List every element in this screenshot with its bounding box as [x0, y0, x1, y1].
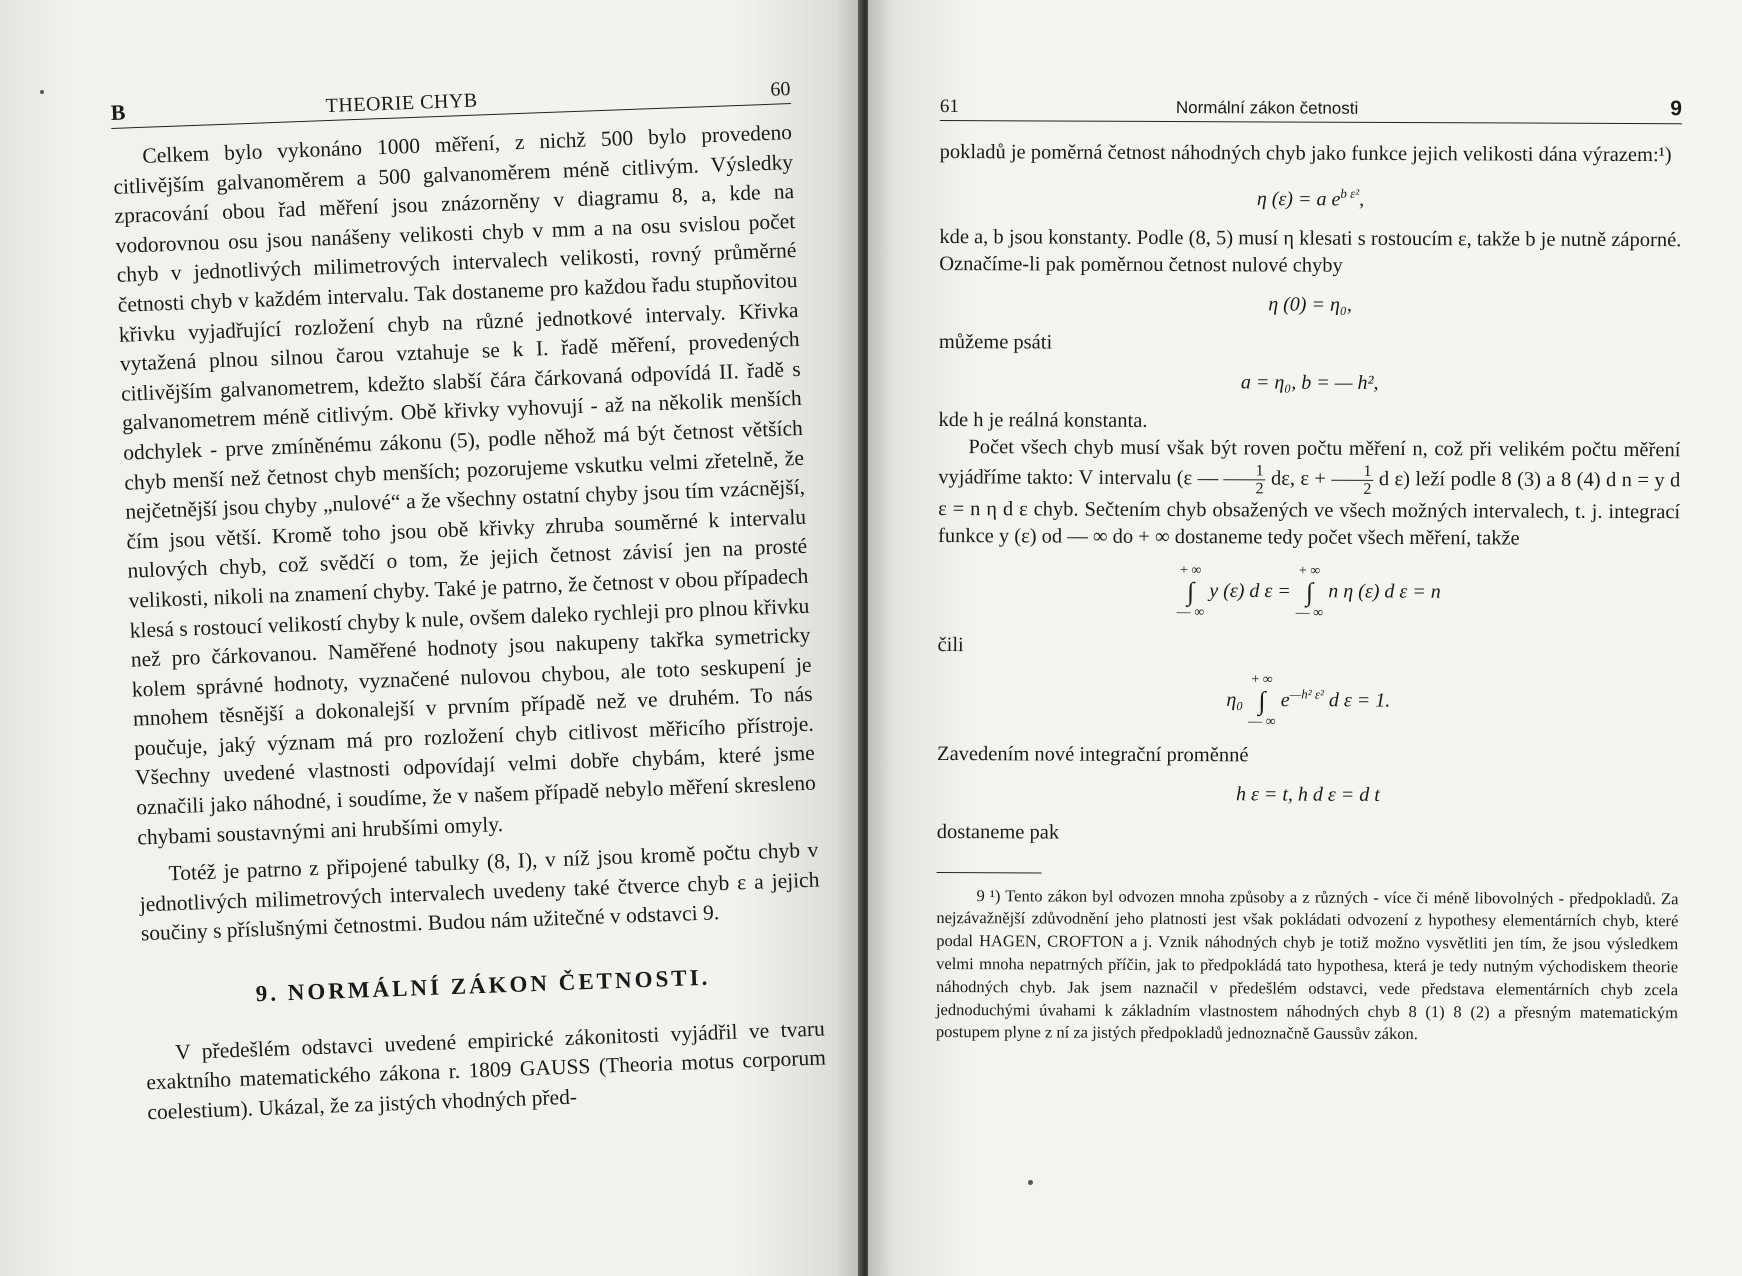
formula-eta-tail: , — [1359, 188, 1365, 211]
p5-part-d: d ε) leží podle 8 (3) a 8 (4) d n = y d ε = n η d ε chyb. Sečtením chyb obsažených ve všech možných intervalech, t. j. integrací funkce y (ε) od — ∞ do + ∞ dostaneme tedy počet všech měření, takže — [937, 467, 1681, 550]
gauss-exponent: —h² ε² — [1289, 686, 1324, 702]
right-paragraph-2: kde a, b jsou konstanty. Podle (8, 5) musí η klesati s rostoucím ε, takže b je nutně záporné. Označíme-li pak poměrnou četnost nulové chyby — [939, 225, 1682, 277]
right-body-text — [936, 139, 1682, 1047]
gauss-e: e — [1280, 688, 1290, 711]
left-page-number: 60 — [769, 78, 791, 101]
left-running-head — [110, 67, 791, 129]
formula-eta — [939, 178, 1681, 215]
left-page-content — [110, 67, 828, 1128]
right-paragraph-8: dostaneme pak — [936, 820, 1060, 844]
right-paragraph-5 — [938, 434, 1680, 553]
formula-eta-zero: η (0) = η₀, — [1268, 293, 1352, 316]
footnote-rule — [937, 872, 1042, 873]
integral-1-body: y (ε) d ε = — [1209, 579, 1291, 602]
formula-eta-main: η (ε) = a e — [1256, 188, 1341, 211]
formula-gauss-integral — [937, 671, 1679, 732]
section-number: 9 — [1670, 97, 1682, 121]
section-paragraph: V předešlém odstavci uvedené empirické zákonitosti vyjádřil ve tvaru exaktního matematického zákona r. 1809 GAUSS (Theoria motus corporum coelestium). Ukázal, že za jistých vhodných před- — [145, 1016, 827, 1125]
right-header-title: Normální zákon četnosti — [1175, 98, 1359, 118]
formula-constants: a = η₀, b = — h², — [1240, 370, 1379, 394]
right-paragraph-3: můžeme psáti — [938, 330, 1053, 354]
integral-2-sign: ∫ — [1305, 577, 1314, 607]
footnote: 9 ¹) Tento zákon byl odvozen mnoha způsoby a z různých - více či méně libovolných - předpokladů. Za nejzávažnější zdůvodnění jeho platnosti jest však pokládati odvození z hypothesy elementárních chyb, které podal HAGEN, CROFTON a j. Vznik náhodných chyb je totiž možno vysvětliti jen tím, že jsou výsledkem velmi mnoha nepatrných příčin, jak to předpokládá tato hypothesa, která je tedy nutným východiskem theorie náhodných chyb. Jak jsem naznačil v předešlém odstavci, vede představa elementárních chyb zcela jednoduchými úvahami k základním vlastnostem náhodných chyb 8 (1) 8 (2) a přesným matematickým postupem plyne z ní za jistých předpokladů jednoznačně Gaussův zákon. — [935, 885, 1679, 1044]
smudge-mark — [40, 90, 44, 94]
cili-row — [938, 632, 1680, 662]
eta-zero: η₀ — [1226, 688, 1244, 711]
integral-1-sign: ∫ — [1186, 576, 1195, 606]
gauss-tail: d ε = 1. — [1328, 688, 1391, 712]
integral-2 — [1296, 563, 1324, 621]
fraction-denominator: 2 — [1255, 480, 1264, 498]
fraction-numerator-2: 1 — [1331, 462, 1373, 480]
right-page — [868, 0, 1742, 1276]
right-running-head — [940, 86, 1682, 124]
section-letter: B — [110, 99, 126, 125]
p5-part-a: Počet všech chyb musí však být roven počtu měření n, což při velikém počtu měření vyjádříme takto: V intervalu (ε — — [938, 435, 1681, 490]
p5-part-c: ε + — [1300, 467, 1327, 490]
integral-3-sign: ∫ — [1258, 686, 1266, 716]
left-paragraph-1: Celkem bylo vykonáno 1000 měření, z nichž 500 bylo provedeno citlivějším galvanoměrem a 500 galvanoměrem méně citlivým. Výsledky zpracování obou řad měření jsou znázorněny v diagramu 8, a, kde na vodorovnou osu jsou nanášeny velikosti chyb v mm a na osu svislou počet chyb v jednotlivých milimetrových intervalech velikosti, rovný průměrné četnosti chyb v každém intervalu. Tak dostaneme pro každou řadu stupňovitou křivku vyjadřující rozložení chyb na různé jednotkové intervaly. Křivka vytažená plnou silnou čarou vztahuje se k I. řadě měření, provedených citlivějším galvanometrem, kdežto slabší čára čárkovaná odpovídá II. řadě s galvanometrem méně citlivým. Obě křivky vyhovují - až na několik menších odchylek - prve zmíněnému zákonu (5), podle něhož má být četnost větších chyb menší než četnost chyb menších; pozorujeme vskutku velmi zřetelně, že nejčetnější jsou chyby „nulové“ a že všechny ostatní chyby jsou tím vzácnější, čím jsou větší. Kromě toho jsou obě křivky zhruba souměrné k intervalu nulových chyb, což svědčí o tom, že jejich četnost závisí jen na prosté velikosti, nikoli na znamení chyby. Také je patrno, že četnost v obou případech klesá s rostoucí velikostí chyby k nule, ovšem daleko rychleji pro plnou křivku než pro čárkovanou. Naměřené hodnoty jsou nakupeny takřka symetricky kolem správné hodnoty, vyznačené nulovou chybou, ale toto seskupení je mnohem těsnější a dokonalejší v prvním případě než ve druhém. To nás poučuje, jaký význam má pro rozložení chyb citlivost měřicího přístroje. Všechny uvedené vlastnosti odpovídají velmi dobře chybám, které jsme označili jako náhodné, i soudíme, že v našem případě nebylo měření skresleno chybami soustavnými ani hrubšími omyly. — [113, 120, 817, 850]
fraction-numerator: 1 — [1224, 462, 1266, 480]
left-header-title: THEORIE CHYB — [325, 89, 479, 118]
integral-3-lower: — ∞ — [1248, 714, 1276, 730]
integral-2-body: n η (ε) d ε = n — [1328, 579, 1441, 603]
integral-3-upper: + ∞ — [1251, 672, 1273, 688]
fraction-half-2 — [1331, 462, 1373, 497]
integral-1-upper: + ∞ — [1179, 562, 1202, 578]
right-paragraph-4: kde h je reálná konstanta. — [938, 408, 1148, 432]
left-paragraph-2: Totéž je patrno z připojené tabulky (8, I), v níž jsou kromě počtu chyb v jednotlivých milimetrových intervalech uvedeny také čtverce chyb ε a jejich součiny s příslušnými četnostmi. Budou nám užitečné v odstavci 9. — [139, 837, 820, 946]
integral-1 — [1177, 563, 1205, 621]
formula-substitution: h ε = t, h d ε = d t — [1235, 782, 1380, 806]
fraction-denominator-2: 2 — [1363, 480, 1372, 498]
integral-2-lower: — ∞ — [1295, 605, 1324, 621]
integral-3 — [1248, 672, 1276, 730]
fraction-half — [1223, 462, 1265, 497]
left-body-text — [112, 118, 828, 1128]
right-page-number: 61 — [939, 95, 959, 118]
cili-label: čili — [937, 633, 964, 656]
left-page — [0, 0, 862, 1276]
right-page-content — [936, 86, 1682, 1047]
right-paragraph-7: Zavedením nové integrační proměnné — [937, 742, 1249, 767]
smudge-mark-right — [1028, 1180, 1033, 1185]
integral-1-lower: — ∞ — [1176, 604, 1205, 620]
section-title: 9. NORMÁLNÍ ZÁKON ČETNOSTI. — [255, 964, 711, 1007]
right-paragraph-1: pokladů je poměrná četnost náhodných chyb jako funkce jejich velikosti dána výrazem:¹) — [939, 140, 1672, 167]
formula-integral-n — [938, 562, 1680, 623]
formula-eta-exponent: b ε² — [1340, 185, 1360, 201]
integral-2-upper: + ∞ — [1298, 563, 1321, 579]
p5-part-b: dε, — [1270, 467, 1296, 490]
